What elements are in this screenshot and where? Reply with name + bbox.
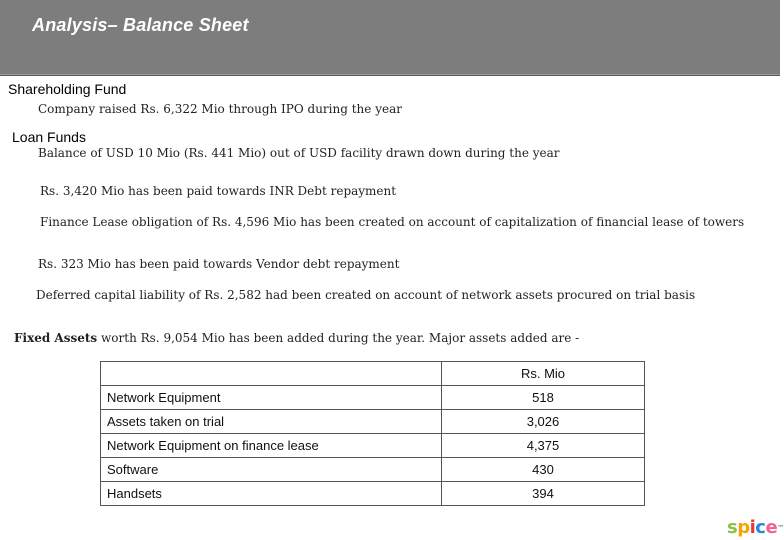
asset-name: Handsets <box>101 482 442 506</box>
table-row <box>101 458 645 482</box>
shareholding-heading: Shareholding Fund <box>8 81 127 97</box>
asset-value: 394 <box>442 482 645 506</box>
asset-name: Assets taken on trial <box>101 410 442 434</box>
slide-title-bar <box>0 0 780 76</box>
loan-funds-heading: Loan Funds <box>12 129 86 145</box>
logo-letter: e <box>765 517 778 538</box>
loan-line: Rs. 3,420 Mio has been paid towards INR Debt repayment <box>40 184 397 198</box>
fixed-assets-label: Fixed Assets <box>14 331 98 345</box>
asset-value: 430 <box>442 458 645 482</box>
loan-line: Balance of USD 10 Mio (Rs. 441 Mio) out of USD facility drawn down during the year <box>38 146 560 160</box>
trademark-symbol: ™ <box>777 524 784 532</box>
loan-line: Deferred capital liability of Rs. 2,582 had been created on account of network assets procured on trial basis <box>36 288 696 302</box>
asset-value: 4,375 <box>442 434 645 458</box>
logo-letter: c <box>755 517 766 538</box>
logo-letter: s <box>727 517 738 538</box>
table-row <box>101 434 645 458</box>
asset-name: Software <box>101 458 442 482</box>
fixed-assets-line <box>14 331 579 345</box>
table-row <box>101 482 645 506</box>
table-header-blank <box>101 362 442 386</box>
asset-name: Network Equipment <box>101 386 442 410</box>
shareholding-line: Company raised Rs. 6,322 Mio through IPO during the year <box>38 102 402 116</box>
spice-logo <box>727 518 784 538</box>
asset-value: 3,026 <box>442 410 645 434</box>
logo-letter: i <box>749 517 756 538</box>
loan-line: Rs. 323 Mio has been paid towards Vendor debt repayment <box>38 257 400 271</box>
table-header-unit: Rs. Mio <box>442 362 645 386</box>
asset-name: Network Equipment on finance lease <box>101 434 442 458</box>
table-header-row <box>101 362 645 386</box>
asset-value: 518 <box>442 386 645 410</box>
slide-title: Analysis– Balance Sheet <box>32 15 249 35</box>
loan-line: Finance Lease obligation of Rs. 4,596 Mio has been created on account of capitalization of financial lease of towers <box>40 215 745 229</box>
spice-logo-text <box>727 517 777 538</box>
table-row <box>101 410 645 434</box>
fixed-assets-text: worth Rs. 9,054 Mio has been added during the year. Major assets added are - <box>97 331 580 345</box>
assets-table <box>100 361 645 506</box>
logo-letter: p <box>737 517 750 538</box>
table-row <box>101 386 645 410</box>
